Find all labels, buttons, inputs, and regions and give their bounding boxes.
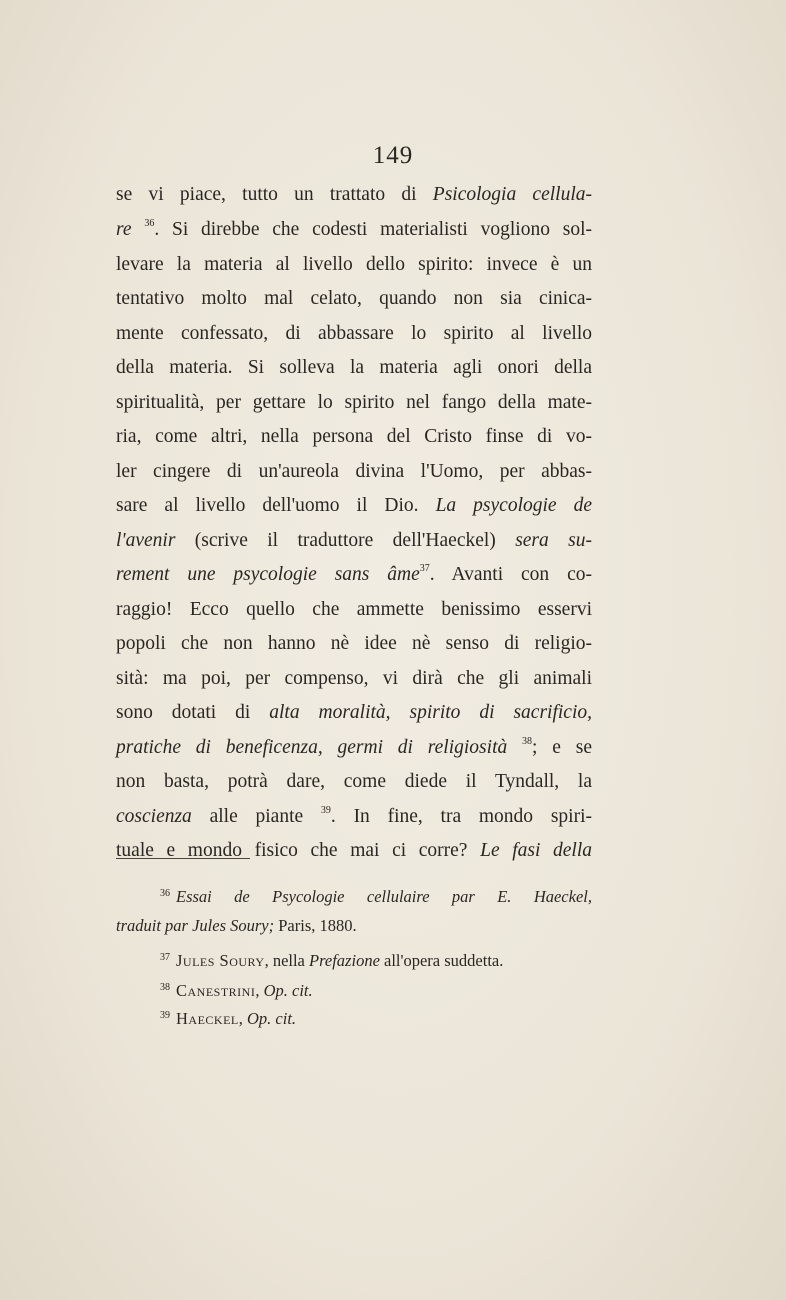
footnote-36: $^{36}$ Essai de Psycologie cellulaire par E. Haeckel, <box>160 887 592 906</box>
footnote-ref[interactable]: 39 <box>320 805 331 816</box>
text-line: della materia. Si solleva la materia agli onori della <box>116 357 592 378</box>
text-line: sono dotati di alta moralità, spirito di sacrificio, <box>116 702 592 723</box>
text-line: rement une psycologie sans âme$^{37}$. Avanti con co- <box>116 563 592 585</box>
text-line: sità: ma poi, per compenso, vi dirà che gli animali <box>116 668 592 689</box>
text-line: tuale e mondo fisico che mai ci corre? Le fasi della <box>116 840 592 861</box>
footnote-36-cont: traduit par Jules Soury; Paris, 1880. <box>116 916 357 935</box>
text-line: re $^{36}$. Si direbbe che codesti materialisti vogliono sol- <box>116 218 592 240</box>
text-line: pratiche di beneficenza, germi di religiosità $^{38}$; e se <box>116 736 592 758</box>
footnote-ref[interactable]: 36 <box>144 218 155 229</box>
footnote-divider <box>116 858 250 859</box>
footnote-39: $^{39}$ Haeckel, Op. cit. <box>160 1009 297 1028</box>
footnote-38: $^{38}$ Canestrini, Op. cit. <box>160 981 313 1000</box>
text-line: l'avenir (scrive il traduttore dell'Haeckel) sera su- <box>116 530 592 551</box>
footnote-ref[interactable]: 38 <box>522 736 533 747</box>
text-line: sare al livello dell'uomo il Dio. La psycologie de <box>116 495 592 516</box>
text-line: raggio! Ecco quello che ammette benissimo esservi <box>116 599 592 620</box>
text-line: ler cingere di un'aureola divina l'Uomo, per abbas- <box>116 461 592 482</box>
text-line: tentativo molto mal celato, quando non sia cinica- <box>116 288 592 309</box>
footnote-ref[interactable]: 37 <box>419 563 430 574</box>
text-line: mente confessato, di abbassare lo spirito al livello <box>116 323 592 344</box>
footnote-37: $^{37}$ Jules Soury, nella Prefazione all'opera suddetta. <box>160 951 504 970</box>
page-number: 149 <box>372 142 414 169</box>
text-line: non basta, potrà dare, come diede il Tyndall, la <box>116 771 592 792</box>
text-line: popoli che non hanno nè idee nè senso di religio- <box>116 633 592 654</box>
text-line: ria, come altri, nella persona del Cristo finse di vo- <box>116 426 592 447</box>
text-line: coscienza alle piante $^{39}$. In fine, tra mondo spiri- <box>116 805 592 827</box>
text-line: spiritualità, per gettare lo spirito nel fango della mate- <box>116 392 592 413</box>
text-line: levare la materia al livello dello spirito: invece è un <box>116 254 592 275</box>
text-line: se vi piace, tutto un trattato di Psicologia cellula- <box>116 184 592 205</box>
